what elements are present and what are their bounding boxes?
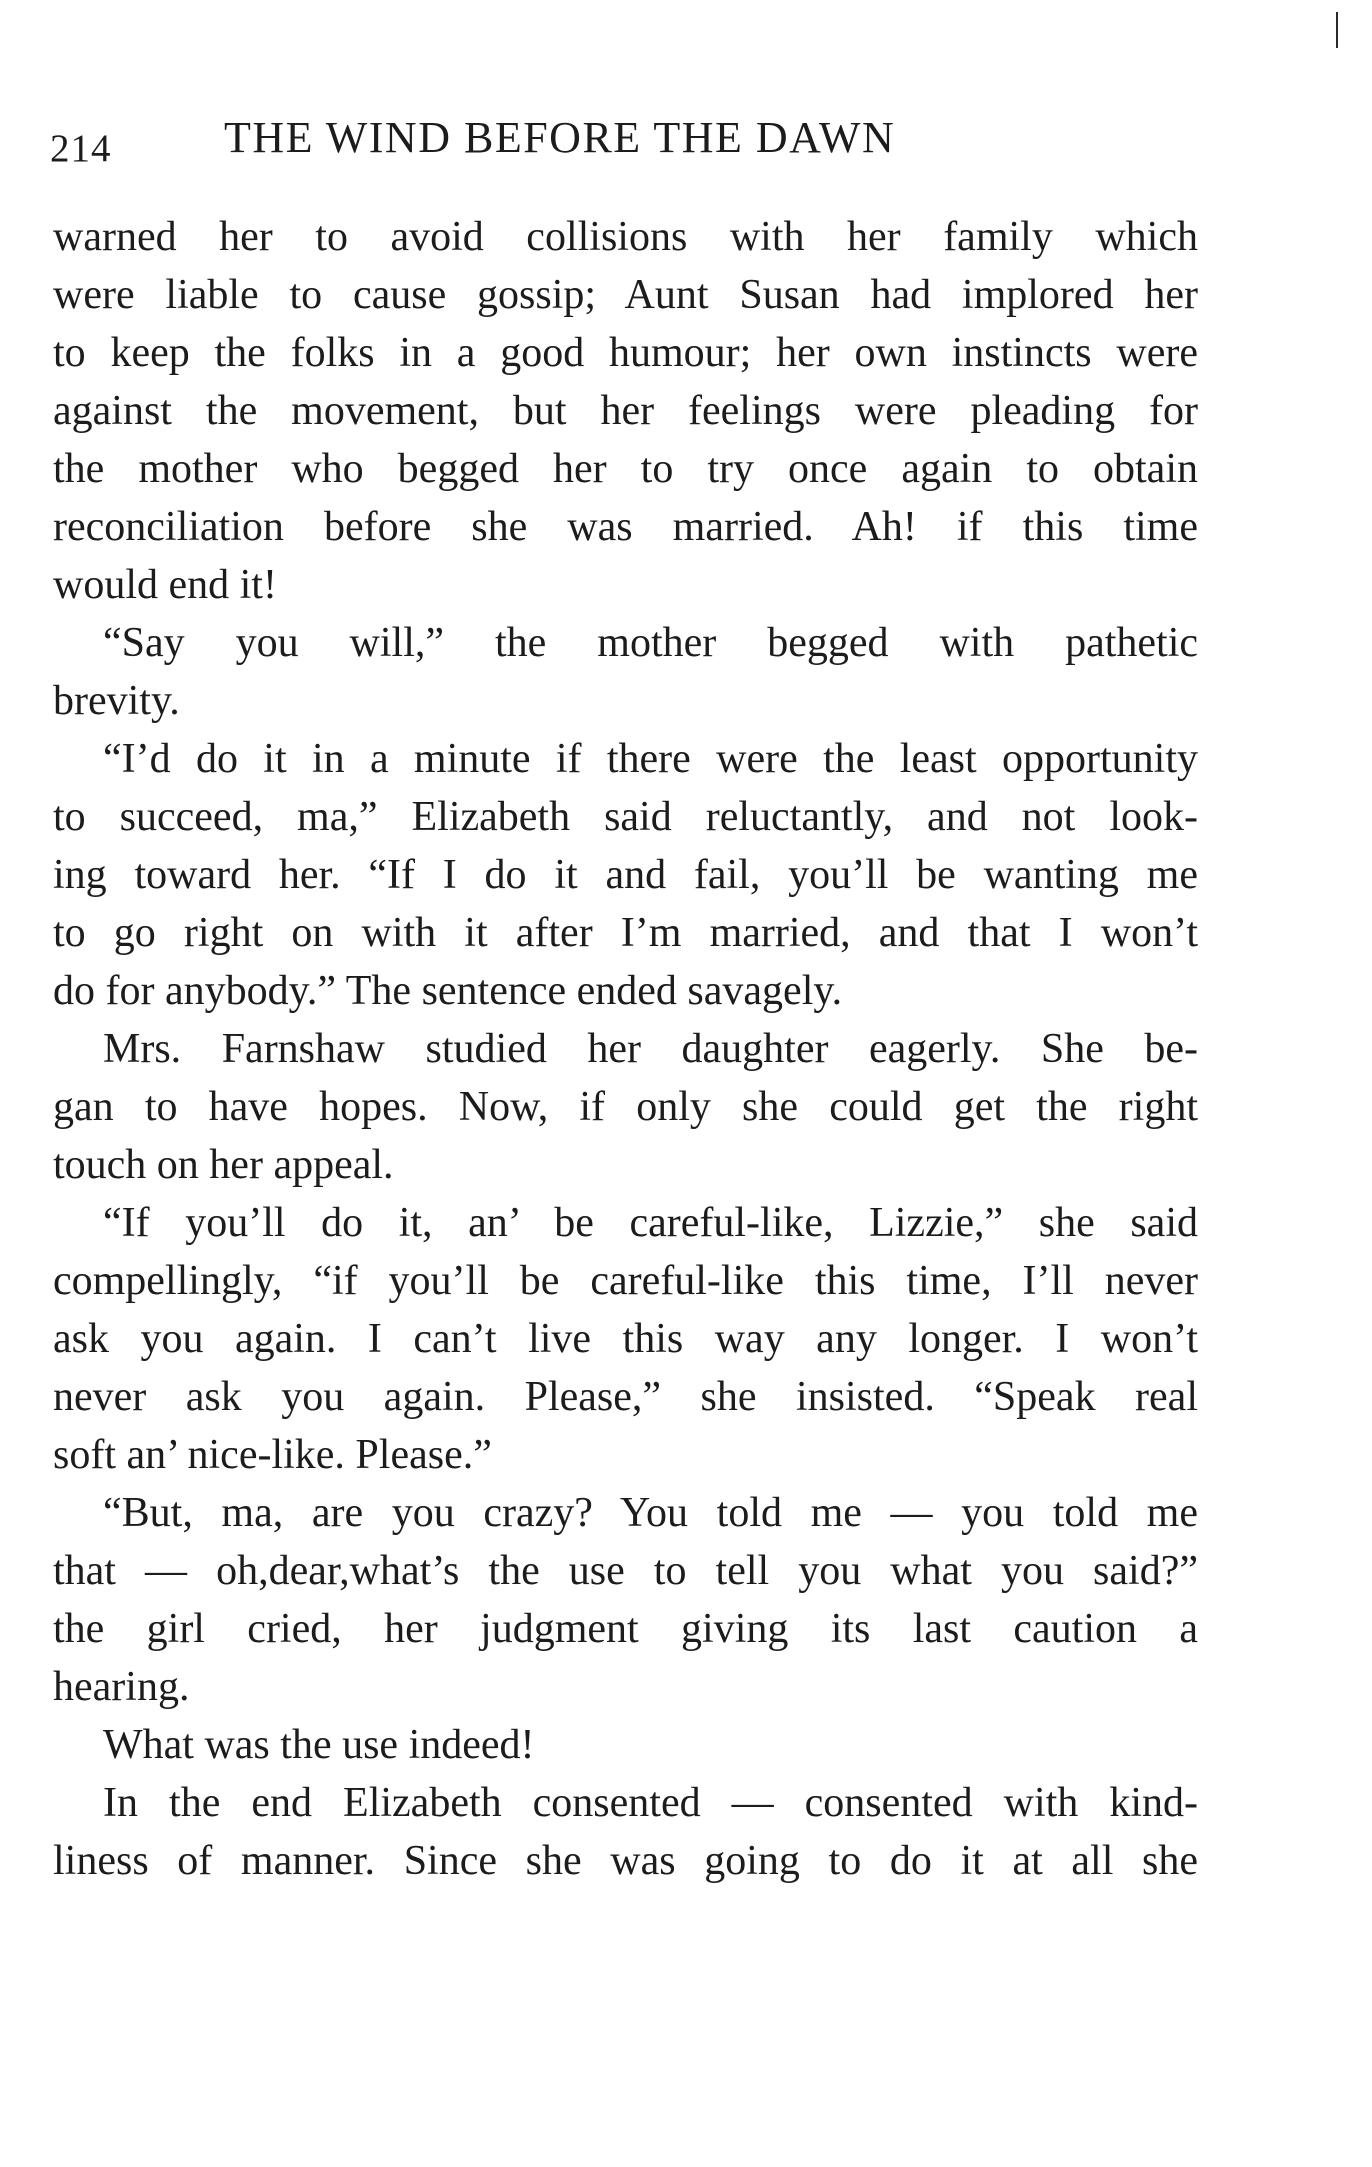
text-line: were liable to cause gossip; Aunt Susan had implored her	[53, 272, 1198, 318]
body-text	[53, 208, 1198, 1890]
text-line: never ask you again. Please,” she insisted. “Speak real	[53, 1374, 1198, 1420]
text-line: “But, ma, are you crazy? You told me — you told me	[103, 1490, 1198, 1536]
scan-edge-mark	[1336, 12, 1338, 48]
text-line: “I’d do it in a minute if there were the least opportunity	[103, 736, 1198, 782]
text-line: against the movement, but her feelings were pleading for	[53, 388, 1198, 434]
page-number: 214	[50, 127, 112, 170]
text-line: ing toward her. “If I do it and fail, you’ll be wanting me	[53, 852, 1198, 898]
text-line: liness of manner. Since she was going to do it at all she	[53, 1838, 1198, 1884]
page-header	[50, 112, 1200, 176]
text-line: gan to have hopes. Now, if only she could get the right	[53, 1084, 1198, 1130]
text-line: compellingly, “if you’ll be careful-like this time, I’ll never	[53, 1258, 1198, 1304]
text-line: ask you again. I can’t live this way any longer. I won’t	[53, 1316, 1198, 1362]
text-line: reconciliation before she was married. Ah! if this time	[53, 504, 1198, 550]
text-line: hearing.	[53, 1664, 190, 1710]
text-line: the girl cried, her judgment giving its last caution a	[53, 1606, 1198, 1652]
text-line: the mother who begged her to try once again to obtain	[53, 446, 1198, 492]
text-line: do for anybody.” The sentence ended savagely.	[53, 968, 843, 1014]
text-line: warned her to avoid collisions with her family which	[53, 214, 1198, 260]
text-line: brevity.	[53, 678, 180, 724]
text-line: “Say you will,” the mother begged with pathetic	[103, 620, 1198, 666]
text-line: that — oh,dear,what’s the use to tell you what you said?”	[53, 1548, 1198, 1594]
text-line: What was the use indeed!	[103, 1722, 535, 1768]
text-line: touch on her appeal.	[53, 1142, 394, 1188]
text-line: soft an’ nice-like. Please.”	[53, 1432, 492, 1478]
text-line: In the end Elizabeth consented — consented with kind-	[103, 1780, 1198, 1826]
text-line: would end it!	[53, 562, 277, 608]
running-title: THE WIND BEFORE THE DAWN	[224, 113, 896, 162]
text-line: Mrs. Farnshaw studied her daughter eagerly. She be-	[103, 1026, 1198, 1072]
text-line: to go right on with it after I’m married, and that I won’t	[53, 910, 1198, 956]
text-line: to succeed, ma,” Elizabeth said reluctantly, and not look-	[53, 794, 1198, 840]
text-line: “If you’ll do it, an’ be careful-like, Lizzie,” she said	[103, 1200, 1198, 1246]
text-line: to keep the folks in a good humour; her own instincts were	[53, 330, 1198, 376]
